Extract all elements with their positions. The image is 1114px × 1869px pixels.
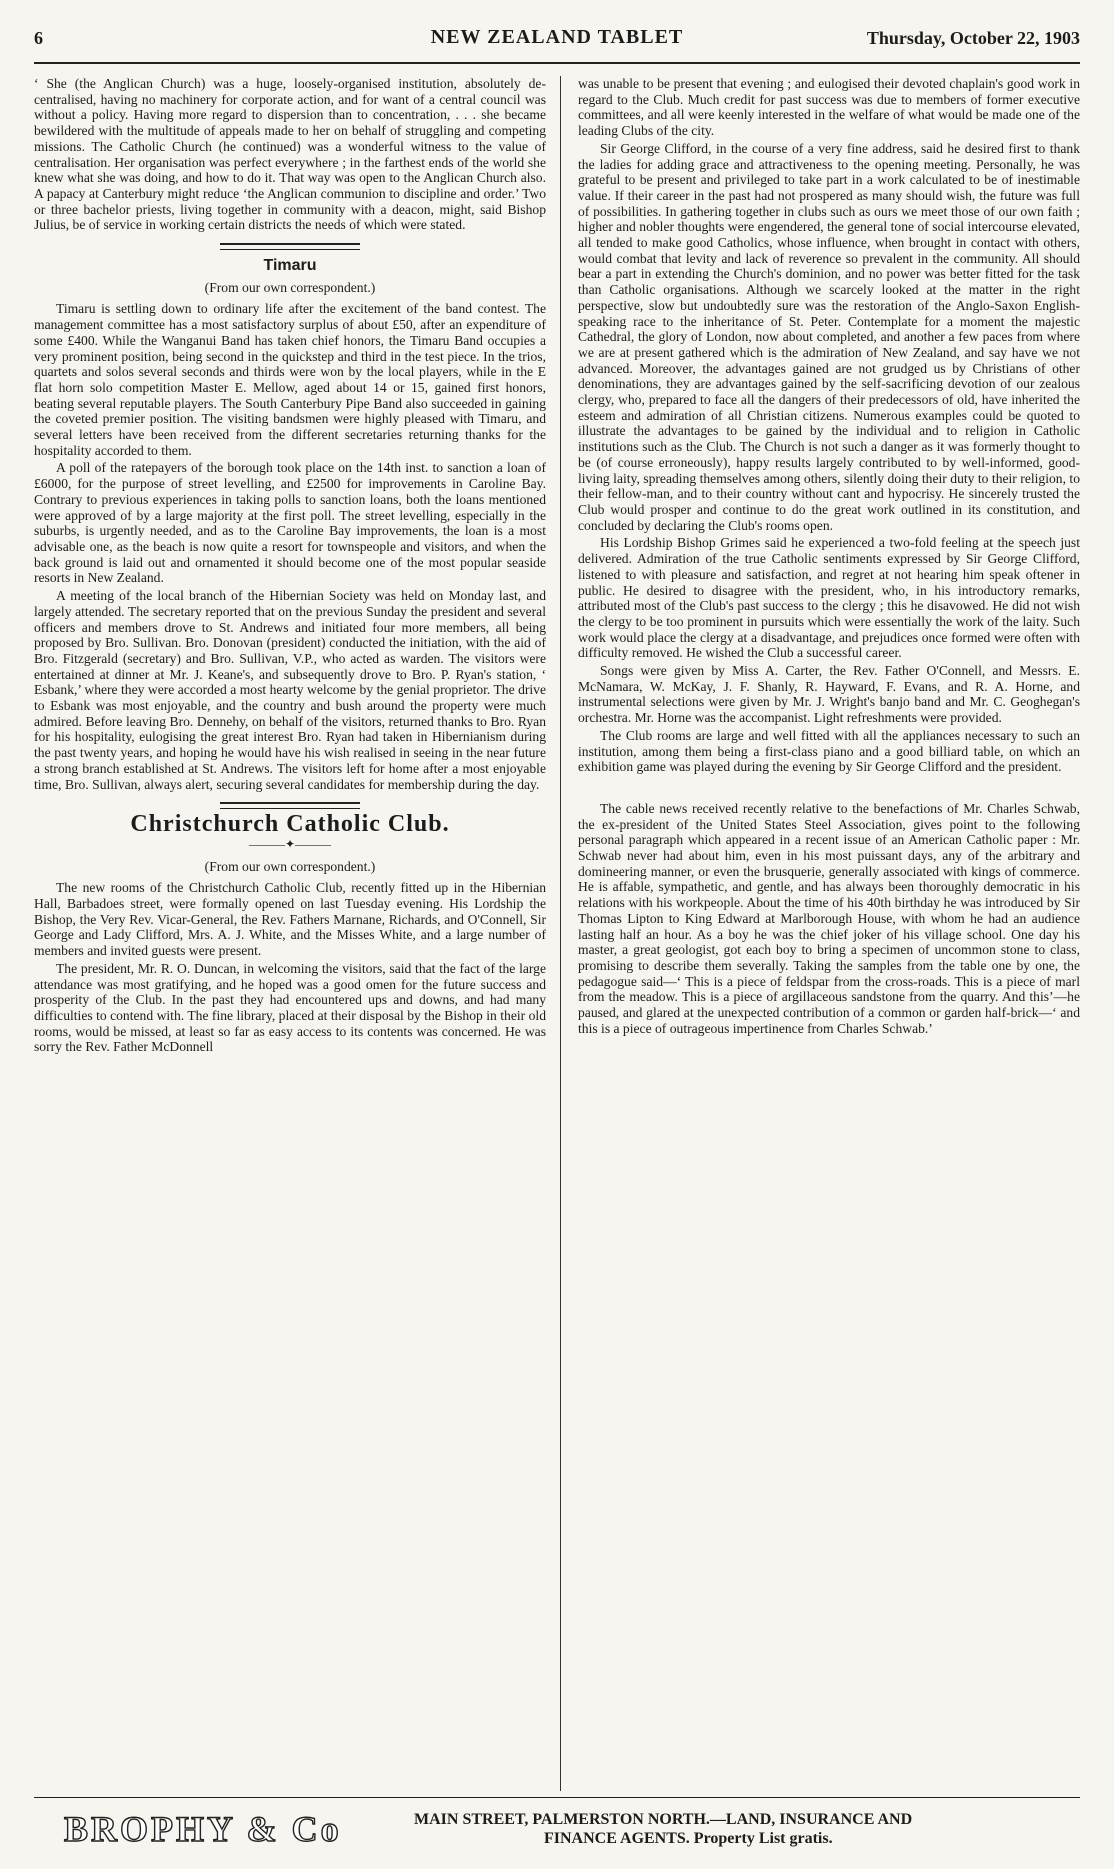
timaru-paragraph: Timaru is settling down to ordinary life after the excitement of the band contest. The management committee has a most satisfactory surplus of about £50, after an expenditure of some £400. While the Wanganui Band has taken chief honors, the Timaru Band occupies a very prominent position, being second in the quickstep and third in the test piece. In the trios, quartets and solos several seconds and thirds were won by the local players, while in the E flat horn solo competition Master E. Mellow, aged about 14 or 15, gained first honors, beating several reputable players. The South Canterbury Pipe Band also succeeded in gaining the coveted premier position. The visiting bandsmen were highly pleased with Timaru, and several letters have been received from the different secretaries returning thanks for the hospitality accorded to them. [34,301,546,458]
page-number: 6 [34,28,43,48]
club-continued-paragraph: Songs were given by Miss A. Carter, the Rev. Father O'Connell, and Messrs. E. McNamara, W. McKay, J. F. Shanly, R. Hayward, F. Evans, and R. A. Horne, and instrumental selections were given by Mr. J. Wright's banjo band and Mr. C. Geoghegan's orchestra. Mr. Horne was the accompanist. Light refreshments were provided. [578,663,1080,726]
footer-advert [34,1797,1080,1858]
advertiser-name: BROPHY & Co [64,1809,342,1849]
club-paragraph: The new rooms of the Christchurch Catholic Club, recently fitted up in the Hibernian Hall, Barbadoes street, were formally opened on last Tuesday evening. His Lordship the Bishop, the Very Rev. Vicar-General, the Rev. Fathers Marnane, Richards, and O'Connell, Sir George and Lady Clifford, Mrs. A. J. White, and the Misses White, and a large number of members and invited guests were present. [34,880,546,959]
masthead [34,18,1080,54]
section-gap [578,777,1080,801]
timaru-paragraph: A meeting of the local branch of the Hibernian Society was held on Monday last, and largely attended. The secretary reported that on the previous Sunday the president and several officers and members drove to St. Andrews and initiated four more members, all being proposed by Bro. Sullivan. Bro. Donovan (president) conducted the initiation, with the aid of Bro. Fitzgerald (secretary) and Bro. Sullivan, V.P., who acted as warden. The visitors were entertained at dinner at Mr. J. Keane's, and subsequently drove to Bro. P. Ryan's station, ‘ Esbank,’ where they were accorded a most hearty welcome by the genial proprietor. The drive to Esbank was most enjoyable, and the country and bush around the property were much admired. Before leaving Bro. Dennehy, on behalf of the visitors, returned thanks to Bro. Ryan for his hospitality, eulogising the great interest Bro. Ryan had taken in Hibernianism during the past twenty years, and hoping he would have his wish realised in seeing in the near future a strong branch established at St. Andrews. The visitors left for home after a most enjoyable time, Bro. Sullivan, always alert, securing several candidates for membership during the day. [34,588,546,792]
header-rule [34,62,1080,64]
club-continued-paragraph: The Club rooms are large and well fitted with all the appliances necessary to such an institution, among them being a first-class piano and a good billiard table, on which an exhibition game was played during the evening by Sir George Clifford and the president. [578,727,1080,775]
timaru-paragraph: A poll of the ratepayers of the borough took place on the 14th inst. to sanction a loan of £6000, for the purpose of street levelling, and £2500 for improvements in Caroline Bay. Contrary to previous experiences in taking polls to sanction loans, both the loans mentioned were approved of by a large majority at the first poll. The street levelling, especially in the suburbs, is urgently needed, and as to the Caroline Bay improvements, the loan is a most advisable one, as the beach is now quite a resort for townspeople and visitors, and when the back ground is laid out and ornamented it should become one of the most popular seaside resorts in New Zealand. [34,460,546,586]
left-column [34,76,546,1786]
section-rule [220,243,360,250]
anglican-paragraph: ‘ She (the Anglican Church) was a huge, loosely-organised institution, absolutely de-centralised, having no machinery for corporate action, and for want of a central council was without a policy. Having more regard to dispersion than to concentration, . . . she became bewildered with the multitude of appeals made to her on behalf of struggling and competing missions. The Catholic Church (he continued) was a wonderful witness to the value of centralisation. Her organisation was perfect everywhere ; in the farthest ends of the world she knew what she was doing, and how to do it. That way was open to the Anglican Church also. A papacy at Canterbury might reduce ‘the Anglican communion to discipline and order.’ Two or three bachelor priests, living together in community with a deacon, might, said Bishop Julius, be of service in working certain districts the needs of which were stated. [34,76,546,233]
club-heading: Christchurch Catholic Club. [130,811,450,838]
section-rule [220,802,360,809]
club-byline: (From our own correspondent.) [204,858,376,874]
right-column [578,76,1080,1786]
advert-line: FINANCE AGENTS. Property List gratis. [544,1830,833,1847]
publication-title: NEW ZEALAND TABLET [430,26,684,48]
club-paragraph: The president, Mr. R. O. Duncan, in welcoming the visitors, said that the fact of the large attendance was most gratifying, and he hoped was a good omen for the future success and prosperity of the Club. In the past they had encountered ups and downs, and had many difficulties to contend with. The fine library, placed at their disposal by the Bishop in their old rooms, would be missed, at least so far as easy access to its contents was concerned. He was sorry the Rev. Father McDonnell [34,960,546,1055]
club-continued-paragraph: was unable to be present that evening ; and eulogised their devoted chaplain's good work in regard to the Club. Much credit for past success was due to members of former executive committees, and all were keenly interested in the welfare of what would be made one of the leading Clubs of the city. [578,76,1080,139]
issue-date: Thursday, October 22, 1903 [866,28,1080,48]
advert-text [414,1810,1054,1848]
advert-line: MAIN STREET, PALMERSTON NORTH.—LAND, INSURANCE AND [414,1811,913,1828]
club-continued-paragraph: Sir George Clifford, in the course of a very fine address, said he desired first to thank the ladies for adding grace and attractiveness to the opening meeting. Personally, he was grateful to be present and privileged to take part in a work calculated to be of inestimable value. If their career in the past had not prospered as many should wish, the future was full of possibilities. In gathering together in clubs such as ours we meet those of our own faith ; higher and nobler thoughts were engendered, the general tone of social intercourse elevated, all tended to make good Catholics, whose influence, when brought in contact with others, would combat that levity and lack of reverence so prevalent in the community. All should bear a part in extending the Church's dominion, and no power was better fitted for the task than Catholic organisations. Although we scarcely looked at the matter in the right perspective, slow but undoubtedly sure was the restoration of the Anglo-Saxon English-speaking race to the inheritance of St. Peter. Contemplate for a moment the majestic Cathedral, the glory of London, now about completed, and another a few paces from where we are at present gathered which is the admiration of New Zealand, and say have we not advanced. Moreover, the advantages gained are not grudged us by Christians of other denominations, they are advantages gained by the self-sacrificing devotion of our zealous clergy, who, prepared to face all the dangers of their predecessors of old, have inherited the esteem and admiration of all Christian citizens. Numerous examples could be quoted to illustrate the advantages to be gained by the individual and to religion in Catholic institutions such as the Club. The Church is not such a danger as it was formerly thought to be (of course erroneously), happy results largely contributed to by well-informed, good-living laity, spreading themselves among others, silently doing their duty to their religion, to their fellow-man, and to their country without cant and hypocrisy. He sincerely trusted the Club would prosper and continue to do the great work outlined in its constitution, and concluded by declaring the Club's rooms open. [578,140,1080,533]
club-continued-paragraph: His Lordship Bishop Grimes said he experienced a two-fold feeling at the speech just delivered. Admiration of the true Catholic sentiments expressed by Sir George Clifford, listened to with pleasure and satisfaction, and regret at not hearing him speak oftener in public. He desired to disagree with the president, who, in his introductory remarks, attributed most of the Club's past success to the clergy ; this he disavowed. He did not wish the clergy to be too prominent in pursuits which were essentially the work of the laity. Such work would place the clergy at a disadvantage, and prejudices once formed were often with difficulty removed. He wished the Club a successful career. [578,535,1080,661]
schwab-paragraph: The cable news received recently relative to the benefactions of Mr. Charles Schwab, the ex-president of the United States Steel Association, gives point to the following personal paragraph which appeared in a recent issue of an American Catholic paper : Mr. Schwab never had about him, even in his most puissant days, any of the arbitrary and domineering manner, or even the brusquerie, generally associated with kings of commerce. He is affable, sympathetic, and gentle, and has always been thoroughly democratic in his relations with his workpeople. About the time of his 40th birthday he was introduced by Sir Thomas Lipton to King Edward at Marlborough House, with whom he had an audience lasting half an hour. As a boy he was the chief joker of his village school. One day his master, a great geologist, got each boy to bring a specimen of uncommon stone to class, promising to describe them severally. Taking the samples from the table one by one, the pedagogue said—‘ This is a piece of feldspar from the cross-roads. This is a piece of marl from the meadow. This is a piece of argillaceous sandstone from the quarry. And this’—he paused, and glared at the unexpected contribution of a common or garden half-brick—‘ and this is a piece of outrageous impertinence from Charles Schwab.’ [578,800,1080,1036]
timaru-heading: Timaru [263,257,317,275]
ornament-divider: ———✦——— [248,836,332,851]
column-divider [560,76,561,1791]
timaru-byline: (From our own correspondent.) [204,279,376,295]
